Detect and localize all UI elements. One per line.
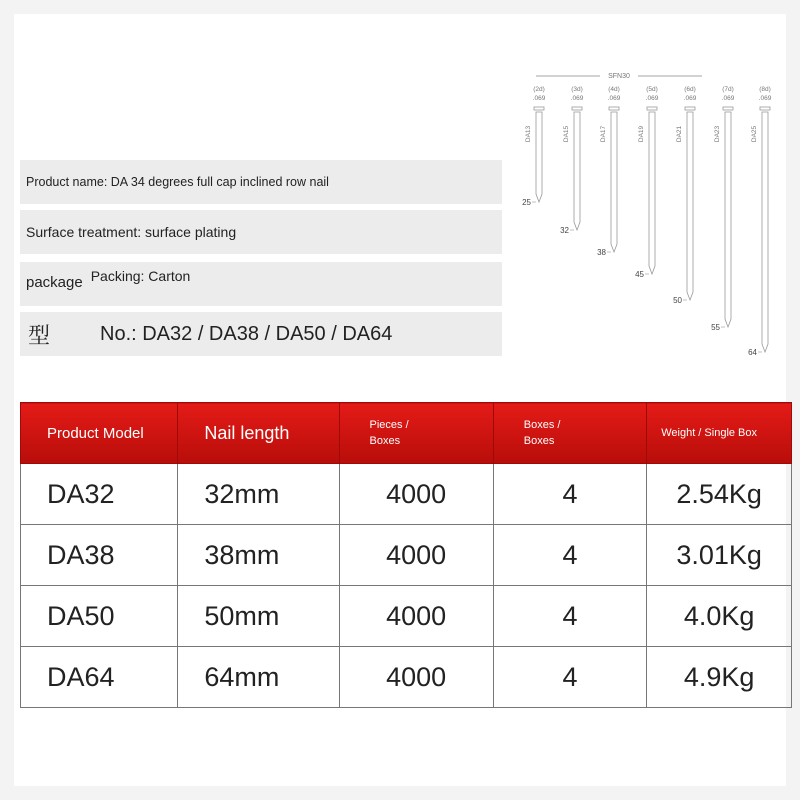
nail-code-label: DA25 [751,125,758,143]
cell-weight: 4.0Kg [647,586,792,647]
cell-boxes: 4 [493,586,646,647]
nail-head [723,107,733,110]
nail-gauge-label: (5d) [646,86,658,93]
table-row [21,586,792,647]
nail-shank [762,112,768,352]
nail-diameter-label: .069 [570,95,584,102]
model-label: 型 [28,322,51,348]
nail-diameter-label: .069 [721,95,735,102]
nail-length-label: 64 [748,348,757,357]
cell-length: 38mm [178,525,339,586]
header-pieces-line2: Boxes [369,435,401,447]
nail-diameter-label: .069 [532,95,546,102]
spec-table [20,402,792,708]
cell-pieces: 4000 [339,525,493,586]
nail-diameter-label: .069 [758,95,772,102]
nail-size-diagram [512,62,792,372]
nail-length-label: 25 [522,198,531,207]
nail-length-label: 38 [597,248,606,257]
cell-model: DA64 [21,647,178,708]
cell-boxes: 4 [493,464,646,525]
cell-length: 50mm [178,586,339,647]
nail-shank [611,112,617,252]
cell-boxes: 4 [493,647,646,708]
cell-length: 32mm [178,464,339,525]
model-row [20,312,502,356]
table-row [21,647,792,708]
product-name-row [20,160,502,204]
cell-pieces: 4000 [339,586,493,647]
nail-shank [687,112,693,300]
nail-head [534,107,544,110]
package-row [20,262,502,306]
nail-gauge-label: (4d) [608,86,620,93]
nail-length-label: 55 [711,323,720,332]
cell-model: DA32 [21,464,178,525]
nail-shank [536,112,542,202]
nail-gauge-label: (3d) [571,86,583,93]
cell-weight: 4.9Kg [647,647,792,708]
nail-shank [725,112,731,327]
header-boxes-line2: Boxes [523,435,555,447]
nail-head [609,107,619,110]
surface-treatment-text: Surface treatment: surface plating [26,224,237,240]
surface-treatment-row [20,210,502,254]
cell-pieces: 4000 [339,464,493,525]
package-value: Packing: Carton [90,268,191,284]
cell-weight: 2.54Kg [647,464,792,525]
table-header-row [21,403,792,464]
nail-code-label: DA19 [638,125,645,143]
cell-model: DA50 [21,586,178,647]
nail-diameter-label: .069 [645,95,659,102]
nail-shank [574,112,580,230]
nail-gauge-label: (6d) [684,86,696,93]
nail-gauge-label: (2d) [533,86,545,93]
nail-code-label: DA17 [600,125,607,143]
cell-pieces: 4000 [339,647,493,708]
nail-code-label: DA23 [714,125,721,143]
table-row [21,525,792,586]
nail-length-label: 50 [673,296,682,305]
group-label: SFN30 [608,73,630,80]
header-pieces-boxes [339,403,493,464]
header-boxes-line1: Boxes / [523,419,561,431]
cell-model: DA38 [21,525,178,586]
product-name-text: Product name: DA 34 degrees full cap inclined row nail [26,175,329,189]
header-product-model: Product Model [21,403,178,464]
header-boxes-boxes [493,403,646,464]
nail-shank [649,112,655,274]
nail-gauge-label: (8d) [759,86,771,93]
nail-diameter-label: .069 [607,95,621,102]
nail-head [572,107,582,110]
nail-code-label: DA15 [563,125,570,143]
nail-head [760,107,770,110]
nail-head [647,107,657,110]
header-weight: Weight / Single Box [647,403,792,464]
header-nail-length: Nail length [178,403,339,464]
cell-weight: 3.01Kg [647,525,792,586]
nail-diagram-svg [512,62,792,372]
nail-gauge-label: (7d) [722,86,734,93]
nail-diameter-label: .069 [683,95,697,102]
model-value: No.: DA32 / DA38 / DA50 / DA64 [100,322,393,345]
table-row [21,464,792,525]
nail-length-label: 32 [560,226,569,235]
package-label: package [26,274,83,291]
nail-length-label: 45 [635,270,644,279]
cell-boxes: 4 [493,525,646,586]
nail-head [685,107,695,110]
cell-length: 64mm [178,647,339,708]
header-pieces-line1: Pieces / [369,419,409,431]
nail-code-label: DA13 [525,125,532,143]
nail-code-label: DA21 [676,125,683,143]
